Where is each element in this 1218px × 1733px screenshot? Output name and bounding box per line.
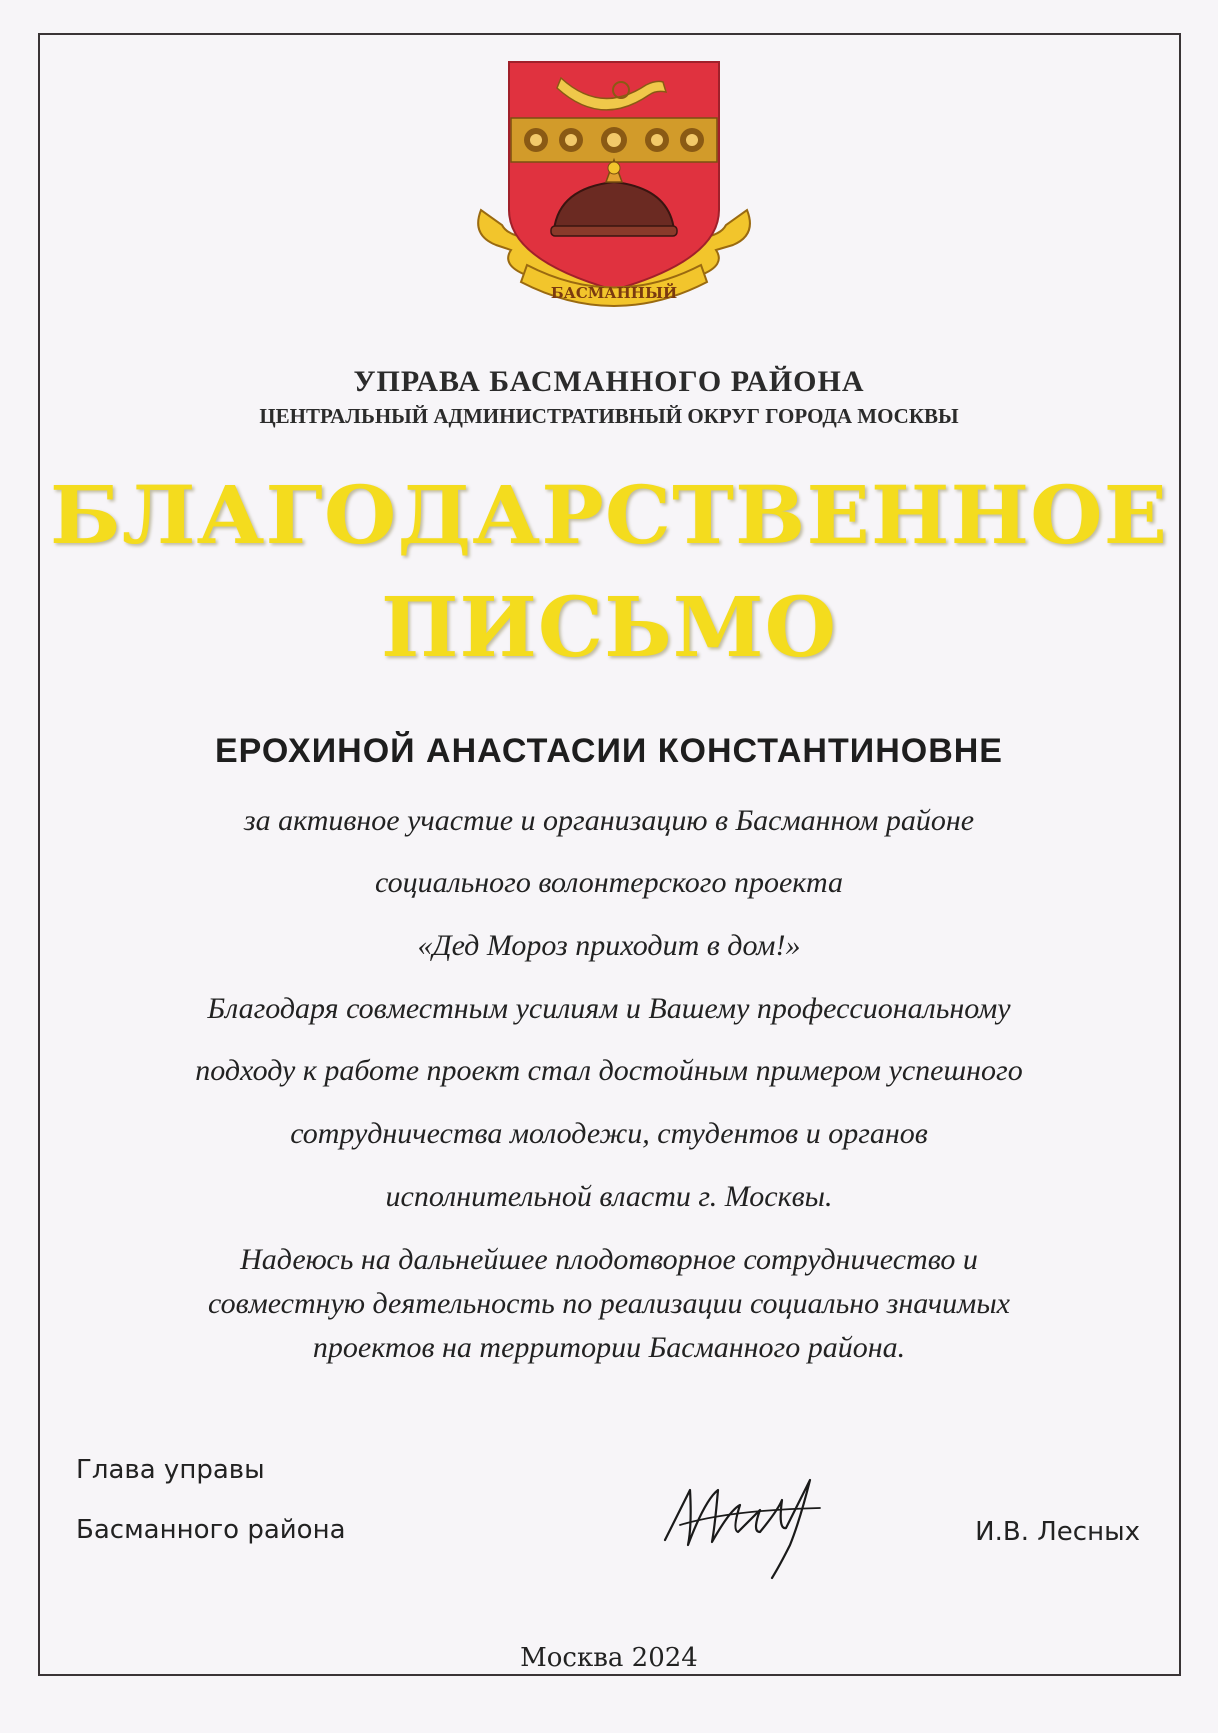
signatory-role-line-2: Басманного района bbox=[76, 1515, 346, 1545]
recipient-name: ЕРОХИНОЙ АНАСТАСИИ КОНСТАНТИНОВНЕ bbox=[215, 732, 1003, 770]
emblem-ribbon-text: БАСМАННЫЙ bbox=[550, 284, 678, 302]
body-line: Благодаря совместным усилиям и Вашему профессиональному bbox=[207, 992, 1011, 1025]
handwritten-signature-icon bbox=[660, 1470, 830, 1580]
body-line: подходу к работе проект стал достойным примером успешного bbox=[195, 1054, 1023, 1087]
body-line: проектов на территории Басманного района. bbox=[312, 1331, 906, 1364]
document-title-line-1: БЛАГОДАРСТВЕННОЕ bbox=[49, 468, 1169, 562]
org-name: УПРАВА БАСМАННОГО РАЙОНА bbox=[353, 365, 865, 398]
body-line: «Дед Мороз приходит в дом!» bbox=[417, 929, 801, 962]
org-subtitle: ЦЕНТРАЛЬНЫЙ АДМИНИСТРАТИВНЫЙ ОКРУГ ГОРОДА МОСКВЫ bbox=[259, 404, 959, 428]
body-line: социального волонтерского проекта bbox=[375, 866, 843, 899]
body-line: исполнительной власти г. Москвы. bbox=[385, 1180, 833, 1213]
signatory-role-line-1: Глава управы bbox=[76, 1455, 265, 1485]
body-line: за активное участие и организацию в Басманном районе bbox=[243, 804, 975, 837]
basmanny-coat-of-arms-icon bbox=[471, 60, 757, 330]
body-line: совместную деятельность по реализации социально значимых bbox=[208, 1287, 1010, 1320]
body-line: Надеюсь на дальнейшее плодотворное сотрудничество и bbox=[240, 1243, 978, 1276]
signatory-name: И.В. Лесных bbox=[975, 1517, 1140, 1547]
document-title-line-2: ПИСЬМО bbox=[380, 580, 838, 676]
body-line: сотрудничества молодежи, студентов и органов bbox=[290, 1117, 928, 1150]
footer-place-year: Москва 2024 bbox=[520, 1643, 698, 1673]
